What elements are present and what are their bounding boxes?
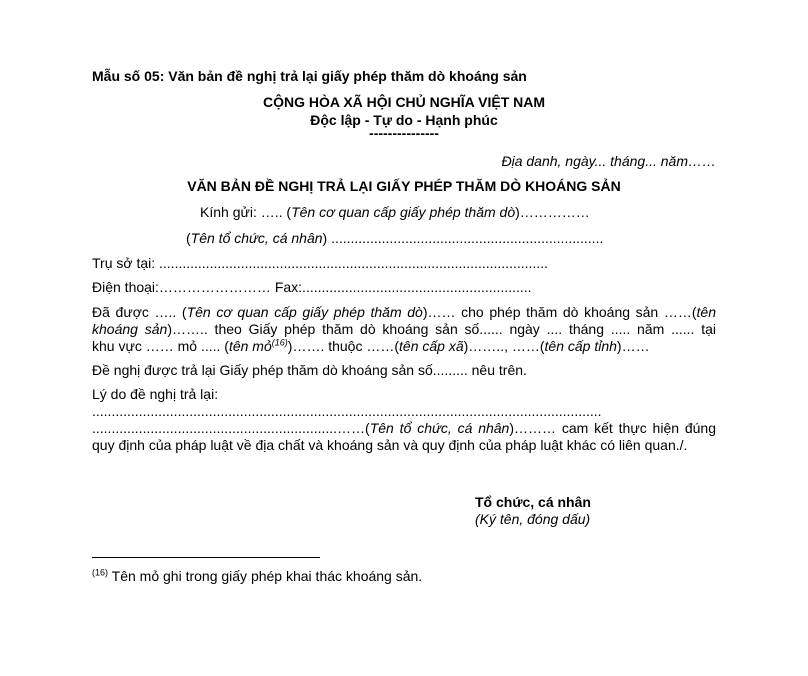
reason-label: Lý do đề nghị trả lại: [92, 386, 219, 402]
footnote-separator [92, 557, 320, 558]
footnote-marker: (16) [92, 567, 109, 578]
commitment-line-2: quy định của pháp luật về địa chất và khoáng sản và quy định của pháp luật khác có liên quan./. [92, 437, 688, 453]
place-date: Địa danh, ngày... tháng... năm…… [501, 153, 716, 169]
footnote-ref: (16) [271, 337, 288, 348]
request-line: Đề nghị được trả lại Giấy phép thăm dò khoáng sản số......... nêu trên. [92, 362, 527, 378]
recipient-line: Kính gửi: ….. (Tên cơ quan cấp giấy phép thăm dò)…………… [200, 204, 590, 220]
footnote [92, 568, 422, 585]
form-title: Mẫu số 05: Văn bản đề nghị trả lại giấy phép thăm dò khoáng sản [92, 68, 527, 84]
national-motto: Độc lập - Tự do - Hạnh phúc [310, 112, 498, 128]
body-line-3: khu vực …… mỏ ..... (tên mỏ$^{(16)}$)……. thuộc ……(tên cấp xã)…….., ……(tên cấp tỉnh)…… [92, 337, 650, 354]
reason-dotted-line: ................................................................................................................................... [92, 403, 602, 419]
signature-title: Tổ chức, cá nhân [475, 494, 591, 510]
applicant-name: Tên tổ chức, cá nhân [190, 230, 323, 246]
commitment-line-1: ...............................................................……(Tên tổ chức, cá nhân)……… cam kết thực hiện đúng [92, 420, 716, 436]
document-title: VĂN BẢN ĐỀ NGHỊ TRẢ LẠI GIẤY PHÉP THĂM DÒ KHOÁNG SẢN [187, 178, 621, 194]
body-line-1: Đã được ….. (Tên cơ quan cấp giấy phép thăm dò)…… cho phép thăm dò khoáng sản ……(tên [92, 304, 716, 320]
footnote-text: Tên mỏ ghi trong giấy phép khai thác khoáng sản. [108, 568, 423, 584]
headquarters-line: Trụ sở tại: .................................................................................................... [92, 255, 548, 271]
national-name: CỘNG HÒA XÃ HỘI CHỦ NGHĨA VIỆT NAM [262, 94, 546, 110]
body-line-2: khoáng sản)…….. theo Giấy phép thăm dò khoáng sản số...... ngày .... tháng ..... năm ...... tại [92, 321, 716, 337]
signature-note: (Ký tên, đóng dấu) [475, 511, 591, 527]
phone-fax-line: Điện thoại:…………………… Fax:........................................................... [92, 279, 532, 295]
applicant-line: (Tên tổ chức, cá nhân) ...................................................................... [186, 230, 604, 246]
header-divider: --------------- [369, 125, 439, 141]
recipient-agency: Tên cơ quan cấp giấy phép thăm dò [291, 204, 516, 220]
